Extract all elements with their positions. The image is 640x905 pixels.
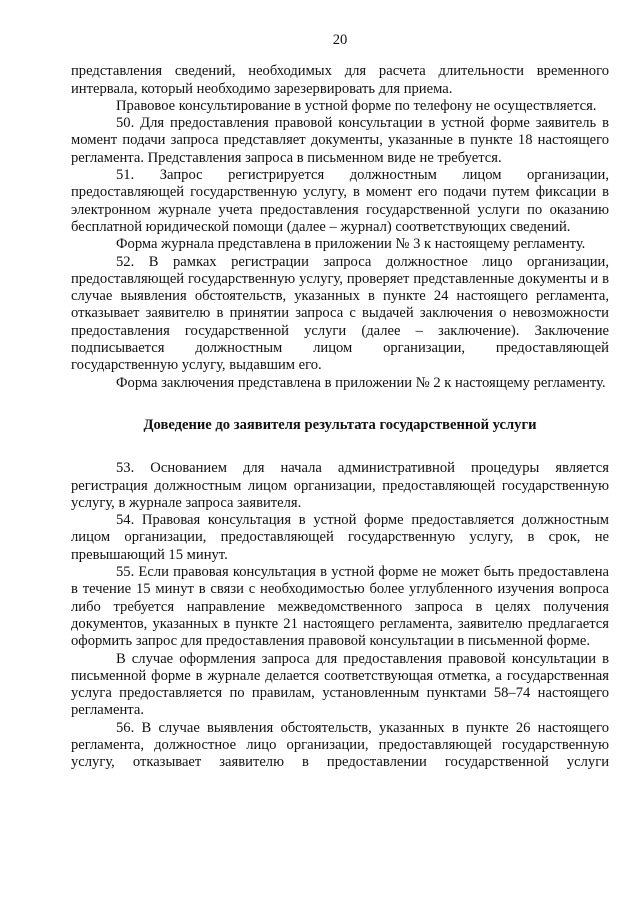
- paragraph-52: 52. В рамках регистрации запроса должностное лицо организации, предоставляющей государственную услугу, проверяет представленные документы и в случае выявления обстоятельств, указанных в пункте 24 настоящего регламента, отказывает заявителю в принятии запроса с выдачей заключения о невозможности предоставления государственной услуги (далее – заключение). Заключение подписывается должностным лицом организации, предоставляющей государственную услугу, выдавшим его.: [71, 253, 609, 374]
- paragraph-54: 54. Правовая консультация в устной форме предоставляется должностным лицом организации, предоставляющей государственную услугу, в срок, не превышающий 15 минут.: [71, 512, 609, 563]
- paragraph-56: 56. В случае выявления обстоятельств, указанных в пункте 26 настоящего регламента, должностное лицо организации, предоставляющей государственную услугу, отказывает заявителю в предоставлении государственной услуги: [71, 719, 609, 771]
- paragraph-51: 51. Запрос регистрируется должностным лицом организации, предоставляющей государственную услугу, в момент его подачи путем фиксации в электронном журнале учета предоставления государственной услуги по оказанию бесплатной юридической помощи (далее – журнал) соответствующих сведений.: [71, 167, 609, 235]
- section-title: Доведение до заявителя результата государственной услуги: [143, 416, 537, 433]
- paragraph-53: 53. Основанием для начала административной процедуры является регистрация должностным лицом организации, предоставляющей государственную услугу, в журнале запроса заявителя.: [71, 460, 609, 511]
- paragraph-55: 55. Если правовая консультация в устной форме не может быть предоставлена в течение 15 минут в связи с необходимостью более углубленного изучения вопроса либо требуется направление межведомственного запроса в целях получения документов, указанных в пункте 21 настоящего регламента, заявителю предлагается оформить запрос для предоставления правовой консультации в письменной форме.: [71, 564, 609, 650]
- page-number: 20: [332, 32, 348, 48]
- paragraph: Форма журнала представлена в приложении № 3 к настоящему регламенту.: [116, 236, 586, 253]
- document-page: [71, 32, 609, 772]
- paragraph: Правовое консультирование в устной форме по телефону не осуществляется.: [116, 97, 597, 114]
- paragraph-50: 50. Для предоставления правовой консультации в устной форме заявитель в момент подачи запроса представляет документы, указанные в пункте 18 настоящего регламента. Представления запроса в письменном виде не требуется.: [71, 115, 609, 166]
- paragraph: В случае оформления запроса для предоставления правовой консультации в письменной форме в журнале делается соответствующая отметка, а государственная услуга предоставляется по правилам, установленным пунктами 58–74 настоящего регламента.: [71, 650, 609, 719]
- paragraph: представления сведений, необходимых для расчета длительности временного интервала, который необходимо зарезервировать для приема.: [71, 63, 609, 97]
- paragraph: Форма заключения представлена в приложении № 2 к настоящему регламенту.: [116, 374, 606, 391]
